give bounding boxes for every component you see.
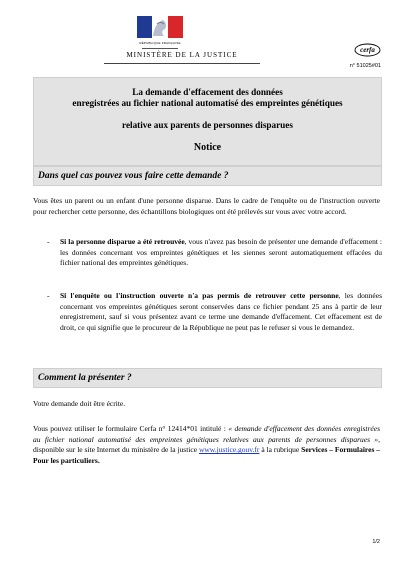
divider xyxy=(142,48,178,49)
divider xyxy=(104,63,260,64)
title-line-3: relative aux parents de personnes disparues xyxy=(122,120,293,130)
cerfa-logo-text: cerfa xyxy=(360,46,375,55)
title-line-2: enregistrées au fichier national automatisé des empreintes génétiques xyxy=(72,98,343,108)
intro-paragraph: Vous êtes un parent ou un enfant d'une personne disparue. Dans le cadre de l'enquête ou de l'instruction ouverte pour rechercher cette personne, des échantillons biologiques ont été prélevés sur vous avec votre accord. xyxy=(33,196,380,216)
page-number: 1/2 xyxy=(372,539,380,545)
form-text-a: Vous pouvez utiliser le formulaire Cerfa n° 12414*01 intitulé : xyxy=(33,424,229,433)
ministry-name: MINISTÈRE DE LA JUSTICE xyxy=(126,51,238,59)
republic-text: RÉPUBLIQUE FRANÇAISE xyxy=(139,41,181,45)
cerfa-logo-icon xyxy=(354,43,381,57)
title-box xyxy=(33,77,382,166)
form-text-b: , disponible sur le site Internet du ministère de la justice xyxy=(33,434,380,455)
written-request-paragraph: Votre demande doit être écrite. xyxy=(33,399,126,408)
form-title-italic: « demande d'effacement des données enregistrées au fichier national automatisé des empreintes génétiques relatives aux parents de personnes disparues » xyxy=(33,424,380,444)
list-item xyxy=(47,291,382,333)
bullet-1-bold: Si la personne disparue a été retrouvée xyxy=(60,237,185,246)
services-path: Services – Formulaires – Pour les particuliers. xyxy=(33,445,381,465)
list-item xyxy=(47,237,382,269)
bullet-dash: - xyxy=(47,237,50,246)
bullet-dash: - xyxy=(47,291,50,300)
marianne-logo-icon xyxy=(137,14,183,40)
notice-title: Notice xyxy=(193,142,222,153)
form-number: n° 51025#01 xyxy=(349,63,381,69)
form-text-c: à la rubrique xyxy=(259,445,302,455)
ministry-logo xyxy=(102,14,262,70)
bullet-2-text: , les données concernant vos empreintes génétiques seront conservées dans ce fichier pendant 25 ans à partir de leur enregistrement, sauf si vous présentez avant ce terme une demande d'effacement. Cet effacement est de droit, ce qui signifie que le procureur de la République ne peut pas le refuser si vous le demandez. xyxy=(60,291,382,332)
section-heading-how: Comment la présenter ? xyxy=(33,368,382,388)
section-heading-cases: Dans quel cas pouvez vous faire cette demande ? xyxy=(33,166,382,186)
bullet-1-text: , vous n'avez pas besoin de présenter une demande d'effacement : les données concernant vos empreintes génétiques et les siennes seront automatiquement effacées du fichier national des empreintes génétiques. xyxy=(60,237,382,268)
title-line-1: La demande d'effacement des données xyxy=(132,87,283,97)
bullet-2-bold: Si l'enquête ou l'instruction ouverte n'a pas permis de retrouver cette personne xyxy=(60,291,339,300)
justice-website-link[interactable]: www.justice.gouv.fr xyxy=(198,445,260,455)
form-paragraph xyxy=(33,424,380,466)
